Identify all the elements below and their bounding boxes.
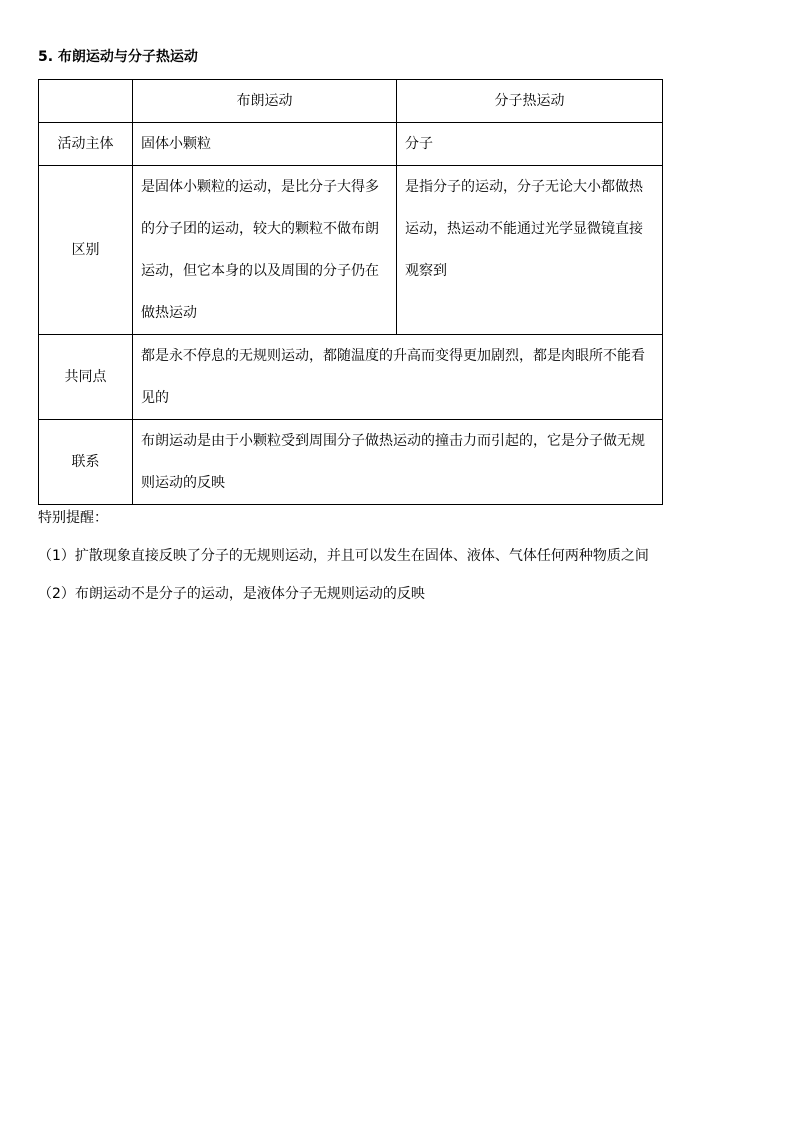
table-row bbox=[39, 123, 663, 166]
row-label-difference: 区别 bbox=[39, 166, 133, 335]
table-header-brownian: 布朗运动 bbox=[133, 80, 397, 123]
note-item-1: （1）扩散现象直接反映了分子的无规则运动，并且可以发生在固体、液体、气体任何两种物质之间 bbox=[38, 548, 649, 564]
cell-brownian-difference: 是固体小颗粒的运动，是比分子大得多的分子团的运动，较大的颗粒不做布朗运动，但它本身的以及周围的分子仍在做热运动 bbox=[133, 166, 397, 335]
table-row bbox=[39, 420, 663, 505]
cell-common: 都是永不停息的无规则运动，都随温度的升高而变得更加剧烈，都是肉眼所不能看见的 bbox=[133, 335, 663, 420]
notes-section bbox=[38, 508, 778, 605]
row-label-common: 共同点 bbox=[39, 335, 133, 420]
cell-thermal-subject: 分子 bbox=[397, 123, 663, 166]
cell-brownian-subject: 固体小颗粒 bbox=[133, 123, 397, 166]
cell-relation: 布朗运动是由于小颗粒受到周围分子做热运动的撞击力而引起的，它是分子做无规则运动的反映 bbox=[133, 420, 663, 505]
notes-title: 特别提醒： bbox=[38, 510, 108, 526]
table-row bbox=[39, 166, 663, 335]
note-item-2: （2）布朗运动不是分子的运动，是液体分子无规则运动的反映 bbox=[38, 586, 425, 602]
table-row bbox=[39, 335, 663, 420]
row-label-subject: 活动主体 bbox=[39, 123, 133, 166]
cell-thermal-difference: 是指分子的运动，分子无论大小都做热运动，热运动不能通过光学显微镜直接观察到 bbox=[397, 166, 663, 335]
table-header-empty bbox=[39, 80, 133, 123]
table-header-row bbox=[39, 80, 663, 123]
comparison-table bbox=[38, 79, 663, 505]
section-title: 5. 布朗运动与分子热运动 bbox=[38, 49, 198, 65]
row-label-relation: 联系 bbox=[39, 420, 133, 505]
table-header-thermal: 分子热运动 bbox=[397, 80, 663, 123]
